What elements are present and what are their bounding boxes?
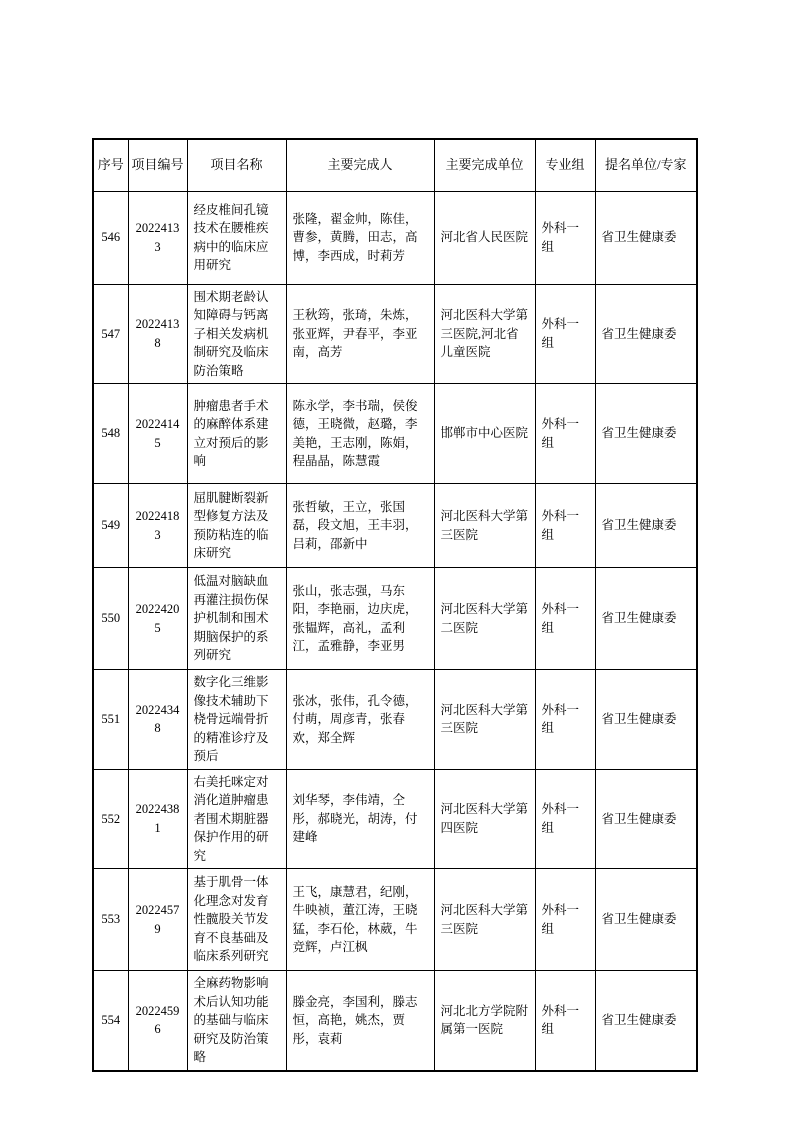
cell-main-contributors: 张隆，翟金帅，陈佳，曹参，黄腾，田志，高博，李西成，时莉芳 xyxy=(286,191,434,284)
column-header-project-name: 项目名称 xyxy=(187,139,286,191)
cell-main-contributors: 陈永学，李书瑞，侯俊德，王晓微，赵璐，李美艳，王志刚，陈娟，程晶晶，陈慧霞 xyxy=(286,384,434,484)
cell-seq: 547 xyxy=(93,284,128,384)
cell-main-unit: 河北省人民医院 xyxy=(434,191,535,284)
cell-project-code: 20224579 xyxy=(128,869,187,971)
column-header-main-contributors: 主要完成人 xyxy=(286,139,434,191)
cell-seq: 553 xyxy=(93,869,128,971)
column-header-nominator: 提名单位/专家 xyxy=(595,139,697,191)
cell-project-name: 右美托咪定对消化道肿瘤患者围术期脏器保护作用的研究 xyxy=(187,769,286,869)
cell-project-code: 20224183 xyxy=(128,484,187,568)
table-row xyxy=(93,769,697,869)
cell-main-contributors: 张哲敏，王立，张国磊，段文旭，王丰羽，吕莉，邵新中 xyxy=(286,484,434,568)
cell-nominator: 省卫生健康委 xyxy=(595,191,697,284)
cell-main-unit: 河北医科大学第二医院 xyxy=(434,568,535,670)
table-row xyxy=(93,191,697,284)
table-row xyxy=(93,869,697,971)
table-row xyxy=(93,568,697,670)
cell-nominator: 省卫生健康委 xyxy=(595,484,697,568)
cell-main-unit: 河北医科大学第三医院,河北省儿童医院 xyxy=(434,284,535,384)
cell-project-code: 20224348 xyxy=(128,670,187,770)
cell-main-unit: 河北医科大学第三医院 xyxy=(434,869,535,971)
cell-project-name: 基于肌骨一体化理念对发育性髋股关节发育不良基础及临床系列研究 xyxy=(187,869,286,971)
projects-table-container xyxy=(92,138,698,1072)
cell-main-unit: 河北医科大学第三医院 xyxy=(434,670,535,770)
column-header-specialty-group: 专业组 xyxy=(535,139,595,191)
cell-specialty-group: 外科一组 xyxy=(535,769,595,869)
cell-nominator: 省卫生健康委 xyxy=(595,971,697,1071)
cell-specialty-group: 外科一组 xyxy=(535,191,595,284)
table-row xyxy=(93,484,697,568)
table-row xyxy=(93,670,697,770)
cell-project-name: 数字化三维影像技术辅助下桡骨远端骨折的精准诊疗及预后 xyxy=(187,670,286,770)
cell-main-unit: 河北医科大学第三医院 xyxy=(434,484,535,568)
table-row xyxy=(93,971,697,1071)
cell-project-code: 20224133 xyxy=(128,191,187,284)
cell-nominator: 省卫生健康委 xyxy=(595,568,697,670)
cell-project-name: 围术期老龄认知障碍与钙离子相关发病机制研究及临床防治策略 xyxy=(187,284,286,384)
cell-main-contributors: 张山，张志强，马东阳，李艳丽，边庆虎，张韫辉，高礼，孟利江，孟雅静，李亚男 xyxy=(286,568,434,670)
cell-specialty-group: 外科一组 xyxy=(535,484,595,568)
cell-main-contributors: 王飞，康慧君，纪刚，牛映祯，董江涛，王晓猛，李石伦，林葳，牛竞辉，卢江枫 xyxy=(286,869,434,971)
cell-project-name: 肿瘤患者手术的麻醉体系建立对预后的影响 xyxy=(187,384,286,484)
cell-project-code: 20224205 xyxy=(128,568,187,670)
cell-nominator: 省卫生健康委 xyxy=(595,769,697,869)
cell-main-contributors: 刘华琴，李伟靖，仝彤，郝晓光，胡涛，付建峰 xyxy=(286,769,434,869)
cell-seq: 548 xyxy=(93,384,128,484)
cell-nominator: 省卫生健康委 xyxy=(595,384,697,484)
cell-specialty-group: 外科一组 xyxy=(535,869,595,971)
cell-project-code: 20224145 xyxy=(128,384,187,484)
header-row xyxy=(93,139,697,191)
cell-project-name: 屈肌腱断裂新型修复方法及预防粘连的临床研究 xyxy=(187,484,286,568)
cell-project-code: 20224381 xyxy=(128,769,187,869)
cell-project-name: 低温对脑缺血再灌注损伤保护机制和围术期脑保护的系列研究 xyxy=(187,568,286,670)
projects-table xyxy=(92,138,698,1072)
cell-nominator: 省卫生健康委 xyxy=(595,869,697,971)
table-row xyxy=(93,384,697,484)
cell-main-unit: 邯郸市中心医院 xyxy=(434,384,535,484)
cell-seq: 550 xyxy=(93,568,128,670)
cell-seq: 549 xyxy=(93,484,128,568)
table-header xyxy=(93,139,697,191)
cell-seq: 546 xyxy=(93,191,128,284)
cell-seq: 554 xyxy=(93,971,128,1071)
cell-main-unit: 河北医科大学第四医院 xyxy=(434,769,535,869)
cell-project-name: 经皮椎间孔镜技术在腰椎疾病中的临床应用研究 xyxy=(187,191,286,284)
cell-main-contributors: 滕金亮，李国利，滕志恒，高艳，姚杰，贾彤，袁莉 xyxy=(286,971,434,1071)
cell-specialty-group: 外科一组 xyxy=(535,971,595,1071)
cell-project-name: 全麻药物影响术后认知功能的基础与临床研究及防治策略 xyxy=(187,971,286,1071)
cell-specialty-group: 外科一组 xyxy=(535,670,595,770)
cell-project-code: 20224138 xyxy=(128,284,187,384)
cell-main-contributors: 王秋筠，张琦，朱炼，张亚辉，尹春平，李亚南，高芳 xyxy=(286,284,434,384)
column-header-main-units: 主要完成单位 xyxy=(434,139,535,191)
cell-specialty-group: 外科一组 xyxy=(535,284,595,384)
cell-nominator: 省卫生健康委 xyxy=(595,284,697,384)
column-header-seq: 序号 xyxy=(93,139,128,191)
cell-project-code: 20224596 xyxy=(128,971,187,1071)
cell-specialty-group: 外科一组 xyxy=(535,384,595,484)
column-header-project-code: 项目编号 xyxy=(128,139,187,191)
table-body xyxy=(93,191,697,1071)
table-row xyxy=(93,284,697,384)
cell-seq: 552 xyxy=(93,769,128,869)
cell-specialty-group: 外科一组 xyxy=(535,568,595,670)
cell-seq: 551 xyxy=(93,670,128,770)
cell-main-unit: 河北北方学院附属第一医院 xyxy=(434,971,535,1071)
cell-nominator: 省卫生健康委 xyxy=(595,670,697,770)
cell-main-contributors: 张冰，张伟，孔令德，付萌，周彦青，张春欢，郑全辉 xyxy=(286,670,434,770)
